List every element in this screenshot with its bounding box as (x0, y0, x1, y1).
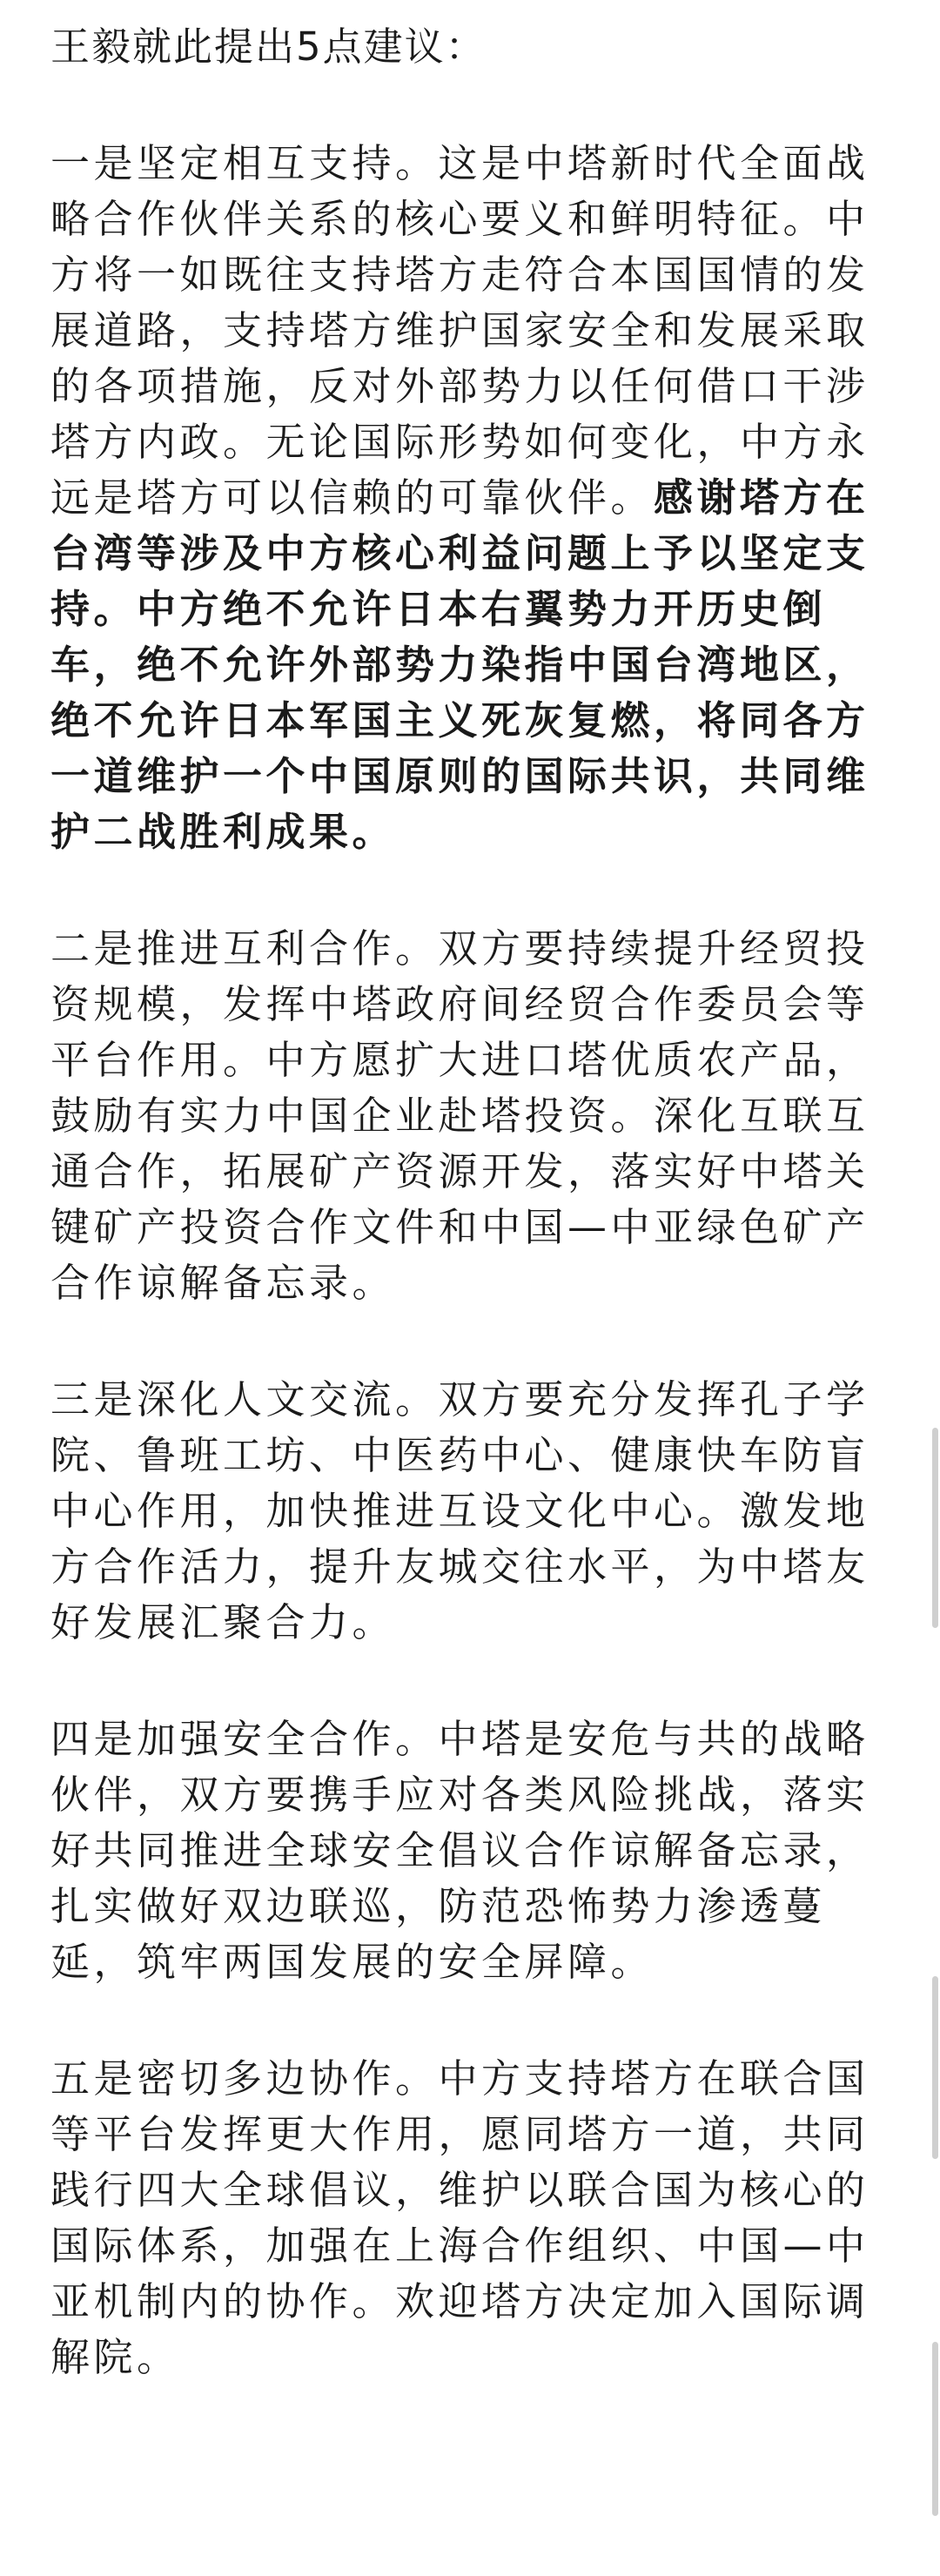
paragraph-4: 四是加强安全合作。中塔是安危与共的战略伙伴，双方要携手应对各类风险挑战，落实好共同推进全球安全倡议合作谅解备忘录，扎实做好双边联巡，防范恐怖势力渗透蔓延，筑牢两国发展的安全屏障。 (50, 1716, 870, 1985)
paragraph-3: 三是深化人文交流。双方要充分发挥孔子学院、鲁班工坊、中医药中心、健康快车防盲中心作用，加快推进互设文化中心。激发地方合作活力，提升友城交往水平，为中塔友好发展汇聚合力。 (50, 1376, 870, 1645)
paragraph-1 (50, 136, 903, 860)
paragraph-1-text: 一是坚定相互支持。这是中塔新时代全面战略合作伙伴关系的核心要义和鲜明特征。中方将一如既往支持塔方走符合本国国情的发展道路，支持塔方维护国家安全和发展采取的各项措施，反对外部势力以任何借口干涉塔方内政。无论国际形势如何变化，中方永远是塔方可以信赖的可靠伙伴。 (50, 140, 870, 521)
article-body (50, 19, 903, 2446)
scroll-indicator-segment[interactable] (932, 1976, 938, 2159)
scroll-indicator-segment[interactable] (932, 1428, 938, 1628)
paragraph-2: 二是推进互利合作。双方要持续提升经贸投资规模，发挥中塔政府间经贸合作委员会等平台作用。中方愿扩大进口塔优质农产品，鼓励有实力中国企业赴塔投资。深化互联互通合作，拓展矿产资源开发，落实好中塔关键矿产投资合作文件和中国—中亚绿色矿产合作谅解备忘录。 (50, 925, 870, 1306)
intro-line: 王毅就此提出5点建议： (50, 24, 487, 70)
scroll-indicator-segment[interactable] (932, 2342, 938, 2516)
paragraph-1-bold-text: 感谢塔方在台湾等涉及中方核心利益问题上予以坚定支持。中方绝不允许日本右翼势力开历史倒车，绝不允许外部势力染指中国台湾地区，绝不允许日本军国主义死灰复燃，将同各方一道维护一个中国原则的国际共识，共同维护二战胜利成果。 (50, 474, 870, 855)
paragraph-5: 五是密切多边协作。中方支持塔方在联合国等平台发挥更大作用，愿同塔方一道，共同践行四大全球倡议，维护以联合国为核心的国际体系，加强在上海合作组织、中国—中亚机制内的协作。欢迎塔方决定加入国际调解院。 (50, 2055, 870, 2380)
